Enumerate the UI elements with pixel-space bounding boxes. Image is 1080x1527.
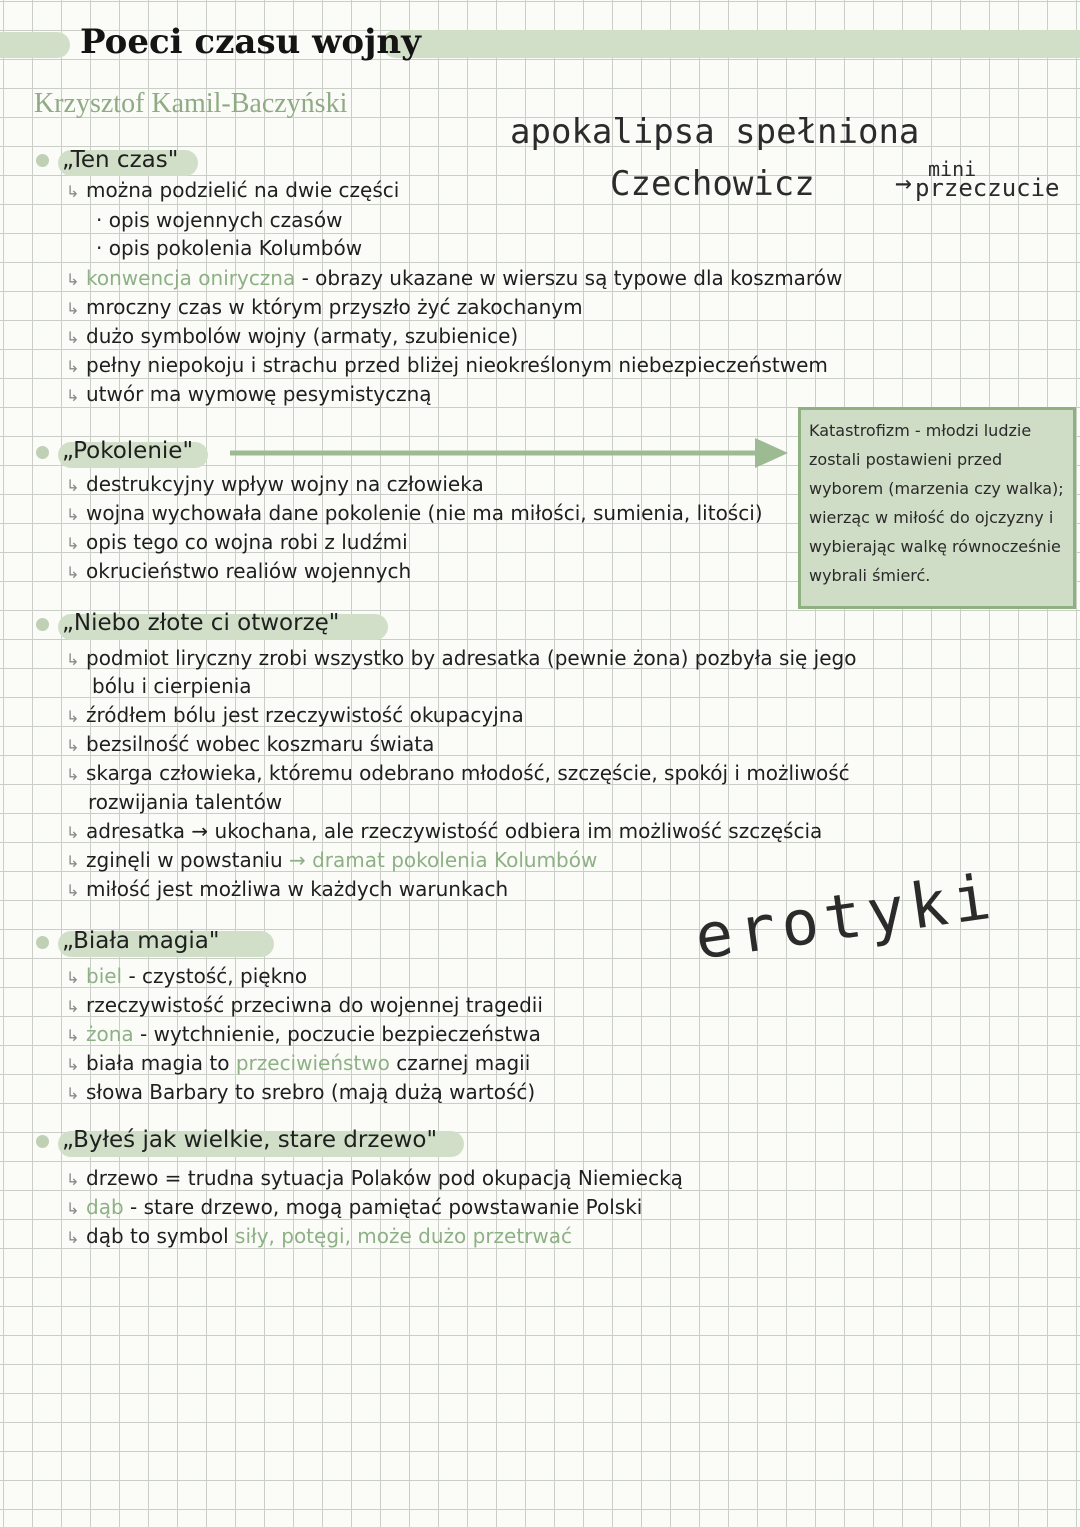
list-item: ↳ zginęli w powstaniu → dramat pokolenia Kolumbów (66, 846, 597, 876)
list-item: ↳ miłość jest możliwa w każdych warunkach (66, 875, 508, 905)
section-bullet (36, 936, 49, 949)
author-name: Krzysztof Kamil-Baczyński (34, 88, 348, 119)
list-item: ↳ pełny niepokoju i strachu przed bliżej nieokreślonym niebezpieczeństwem (66, 351, 828, 381)
list-item: ↳ mroczny czas w którym przyszło żyć zakochanym (66, 293, 583, 323)
arrow-bullet-icon: ↳ (66, 534, 80, 553)
heading-ten-czas: „Ten czas" (62, 147, 179, 173)
arrow-bullet-icon: ↳ (66, 505, 80, 524)
list-item: ↳ skarga człowieka, któremu odebrano młodość, szczęście, spokój i możliwość (66, 759, 850, 789)
list-item: ↳ rzeczywistość przeciwna do wojennej tragedii (66, 991, 543, 1021)
arrow-bullet-icon: ↳ (66, 707, 80, 726)
arrow-bullet-icon: ↳ (66, 1228, 80, 1247)
section-bullet (36, 618, 49, 631)
arrow-bullet-icon: ↳ (66, 1084, 80, 1103)
list-item: ↳ bezsilność wobec koszmaru świata (66, 730, 434, 760)
list-item: ↳ biała magia to przeciwieństwo czarnej magii (66, 1049, 530, 1079)
list-item: · opis pokolenia Kolumbów (96, 236, 363, 260)
title-highlight (0, 32, 70, 58)
list-item: ↳ wojna wychowała dane pokolenie (nie ma miłości, sumienia, litości) (66, 499, 763, 529)
list-item: ↳ podmiot liryczny zrobi wszystko by adresatka (pewnie żona) pozbyła się jego (66, 644, 856, 674)
list-item: ↳ destrukcyjny wpływ wojny na człowieka (66, 470, 484, 500)
katastrofizm-note-box: Katastrofizm - młodzi ludzie zostali postawieni przed wyborem (marzenia czy walka); wierząc w miłość do ojczyzny i wybierając walkę równocześnie wybrali śmierć. (798, 407, 1076, 609)
arrow-bullet-icon: ↳ (66, 328, 80, 347)
arrow-bullet-icon: ↳ (66, 968, 80, 987)
arrow-bullet-icon: ↳ (66, 270, 80, 289)
arrow-bullet-icon: ↳ (66, 1055, 80, 1074)
page-title: Poeci czasu wojny (80, 22, 421, 62)
list-item: ↳ źródłem bólu jest rzeczywistość okupacyjna (66, 701, 524, 731)
list-item: rozwijania talentów (88, 790, 283, 814)
arrow-bullet-icon: ↳ (66, 1170, 80, 1189)
list-item: · opis wojennych czasów (96, 208, 343, 232)
arrow-bullet-icon: ↳ (66, 563, 80, 582)
list-item: ↳ konwencja oniryczna - obrazy ukazane w wierszu są typowe dla koszmarów (66, 264, 842, 294)
arrow-bullet-icon: ↳ (66, 765, 80, 784)
list-item: ↳ okrucieństwo realiów wojennych (66, 557, 411, 587)
arrow-bullet-icon: ↳ (66, 299, 80, 318)
list-item: ↳ można podzielić na dwie części (66, 176, 399, 206)
list-item: ↳ drzewo = trudna sytuacja Polaków pod okupacją Niemiecką (66, 1164, 683, 1194)
arrow-bullet-icon: ↳ (66, 386, 80, 405)
list-item: ↳ dużo symbolów wojny (armaty, szubienice) (66, 322, 518, 352)
note-mini: mini (928, 157, 977, 181)
note-arrow: → (895, 166, 912, 199)
heading-biala-magia: „Biała magia" (62, 928, 220, 954)
arrow-bullet-icon: ↳ (66, 476, 80, 495)
list-item: ↳ biel - czystość, piękno (66, 962, 307, 992)
note-erotyki: erotyki (690, 859, 1001, 974)
note-przeczucie: przeczucie (915, 174, 1060, 202)
list-item: ↳ utwór ma wymowę pesymistyczną (66, 380, 432, 410)
arrow-bullet-icon: ↳ (66, 1026, 80, 1045)
heading-pokolenie: „Pokolenie" (62, 438, 194, 464)
arrow-bullet-icon: ↳ (66, 881, 80, 900)
list-item: ↳ dąb - stare drzewo, mogą pamiętać powstawanie Polski (66, 1193, 642, 1223)
arrow-bullet-icon: ↳ (66, 997, 80, 1016)
heading-niebo-zlote: „Niebo złote ci otworzę" (62, 610, 340, 636)
arrow-bullet-icon: ↳ (66, 736, 80, 755)
arrow-bullet-icon: ↳ (66, 852, 80, 871)
long-arrow-icon (230, 435, 790, 471)
section-bullet (36, 154, 49, 167)
list-item: ↳ żona - wytchnienie, poczucie bezpieczeństwa (66, 1020, 541, 1050)
list-item: ↳ opis tego co wojna robi z ludźmi (66, 528, 408, 558)
note-apocalypse: apokalipsa spełniona (510, 112, 920, 152)
section-bullet (36, 446, 49, 459)
heading-byles-jak-drzewo: „Byłeś jak wielkie, stare drzewo" (62, 1127, 438, 1153)
arrow-bullet-icon: ↳ (66, 357, 80, 376)
arrow-bullet-icon: ↳ (66, 1199, 80, 1218)
list-item: ↳ adresatka → ukochana, ale rzeczywistość odbiera im możliwość szczęścia (66, 817, 822, 847)
list-item: ↳ dąb to symbol siły, potęgi, może dużo przetrwać (66, 1222, 572, 1252)
arrow-bullet-icon: ↳ (66, 182, 80, 201)
arrow-bullet-icon: ↳ (66, 823, 80, 842)
arrow-bullet-icon: ↳ (66, 650, 80, 669)
list-item: bólu i cierpienia (92, 674, 252, 698)
section-bullet (36, 1135, 49, 1148)
list-item: ↳ słowa Barbary to srebro (mają dużą wartość) (66, 1078, 535, 1108)
title-highlight-right (382, 30, 1080, 58)
note-czechowicz: Czechowicz (610, 164, 815, 204)
